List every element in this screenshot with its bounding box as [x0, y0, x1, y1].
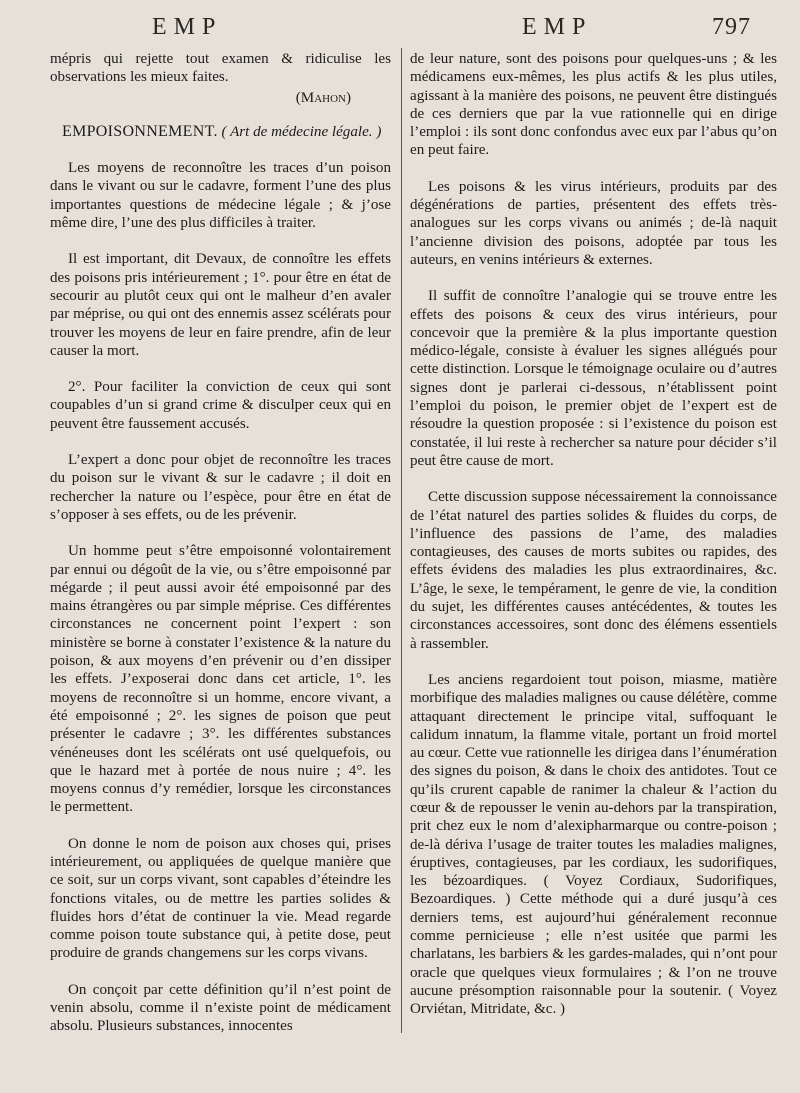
paragraph: On conçoit par cette définition qu’il n’est point de venin absolu, comme il n’existe point de médicament absolu. Plusieurs substances, innocentes	[50, 981, 391, 1035]
paragraph: Un homme peut s’être empoisonné volontairement par ennui ou dégoût de la vie, ou s’être empoisonné par mégarde ; il peut aussi avoir été empoisonné par des mains étrangères ou par simple méprise. Ces différentes circonstances ne concernent point l’expert : son ministère se borne à constater l’existence & la nature du poison, & aux moyens d’en prévenir ou d’en dissiper les effets. J’exposerai donc dans cet article, 1°. les moyens de reconnoître si un homme, encore vivant, a été empoisonné ; 2°. les signes de poison que peut présenter le cadavre ; 3°. les différentes substances vénéneuses dont les scélérats ont usé quelquefois, ou que le hazard met à portée de nous nuire ; 4°. les moyens connus d’y remédier, lorsque les circonstances le permettent.	[50, 543, 391, 816]
paragraph: Les moyens de reconnoître les traces d’un poison dans le vivant ou sur le cadavre, forment l’une des plus importantes questions de médecine légale ; & j’ose même dire, l’une des plus difficiles à traiter.	[50, 160, 391, 232]
paragraph: Il suffit de connoître l’analogie qui se trouve entre les effets des poisons & ceux des virus intérieurs, pour concevoir que la première & la plus importante question médico-légale, consiste à évaluer les signes allégués pour cette distinction. Lorsque le témoignage oculaire ou d’autres signes dont je parlerai ci-dessous, n’établissent point l’emploi du poison, le premier objet de l’expert est de résoudre la question proposée : si l’existence du poison est constatée, il lui reste à rechercher sa nature pour décider s’il peut être cause de mort.	[410, 288, 777, 469]
article-subject: ( Art de médecine légale. )	[221, 123, 382, 140]
left-column	[50, 50, 391, 1036]
right-column	[410, 50, 777, 1019]
article-title-line	[50, 123, 391, 141]
paragraph: Cette discussion suppose nécessairement la connoissance de l’état naturel des parties solides & fluides du corps, de l’influence des passions de l’ame, des maladies contagieuses, des causes de morts subites ou rapides, des effets évidens des maladies les plus extraordinaires, &c. L’âge, le sexe, le tempérament, le genre de vie, la condition du sujet, les différentes causes antécédentes, & toutes les circonstances accessoires, sont donc des élémens essentiels à rassembler.	[410, 489, 777, 652]
page-number: 797	[712, 14, 751, 40]
paragraph-continuation: mépris qui rejette tout examen & ridiculise les observations les mieux faites.	[50, 51, 391, 86]
paragraph: 2°. Pour faciliter la conviction de ceux qui sont coupables d’un si grand crime & disculper ceux qui en peuvent être faussement accusés.	[50, 379, 391, 432]
paragraph-continuation: de leur nature, sont des poisons pour quelques-uns ; & les médicamens eux-mêmes, les plus actifs & les plus utiles, agissant à la manière des poisons, ne peuvent être distingués de ces derniers que par la vue rationnelle qui en dirige l’emploi : ils sont donc confondus avec eux par l’abus qu’on en peut faire.	[410, 51, 777, 159]
author-signature: (Mahon)	[295, 89, 351, 106]
running-head-right: EMP	[522, 14, 593, 40]
article-title: EMPOISONNEMENT.	[62, 122, 218, 140]
paragraph: Les poisons & les virus intérieurs, produits par des dégénérations de parties, présentent des effets très-analogues sur les corps vivans ou animés ; de-là naquit l’ancienne division des poisons, adoptée par tous les auteurs, en venins intérieurs & externes.	[410, 178, 777, 268]
paragraph: Il est important, dit Devaux, de connoître les effets des poisons pris intérieurement ; 1°. pour être en état de secourir au plutôt ceux qui ont le malheur d’en avaler par méprise, ou qui ont des ennemis assez scélérats pour trouver les moyens de leur en faire prendre, afin de leur causer la mort.	[50, 251, 391, 359]
column-divider	[401, 48, 402, 1033]
running-head-left: EMP	[152, 14, 223, 40]
paragraph: Les anciens regardoient tout poison, miasme, matière morbifique des maladies malignes ou cause délétère, comme attaquant directement le principe vital, suffoquant le calidum innatum, la flamme vitale, portant un froid mortel au cœur. Cette vue rationnelle les dirigea dans l’énumération des signes du poison, & dans le choix des antidotes. Tout ce qu’ils crurent capable de ranimer la chaleur & l’action du cœur & de repousser le venin au-dehors par la transpiration, prit chez eux le nom d’alexipharmarque ou contre-poison ; de-là dériva l’usage de traiter toutes les maladies malignes, éruptives, contagieuses, par les cordiaux, les sudorifiques, les bézoardiques. ( Voyez Cordiaux, Sudorifiques, Bezoardiques. ) Cette méthode qui a duré jusqu’à ces derniers tems, est aujourd’hui généralement reconnue comme pernicieuse ; elle n’est usitée que parmi les charlatans, les barbiers & les gardes-malades, qui n’ont pour oracle que quelques vieux formulaires ; & l’on ne trouve aucune présomption raisonnable pour la soutenir. ( Voyez Orviétan, Mitridate, &c. )	[410, 671, 777, 1018]
paragraph: On donne le nom de poison aux choses qui, prises intérieurement, ou appliquées de quelque manière que ce soit, sur un corps vivant, sont capables d’éteindre les fonctions vitales, ou de mettre les parties solides & fluides hors d’état de continuer la vie. Mead regarde comme poison toute substance qui, à petite dose, peut produire de grands changemens sur les corps vivans.	[50, 835, 391, 962]
paragraph: L’expert a donc pour objet de reconnoître les traces du poison sur le vivant & sur le cadavre ; il doit en rechercher la nature ou l’espèce, pour être en état de s’opposer à ses effets, ou de les prévenir.	[50, 452, 391, 523]
